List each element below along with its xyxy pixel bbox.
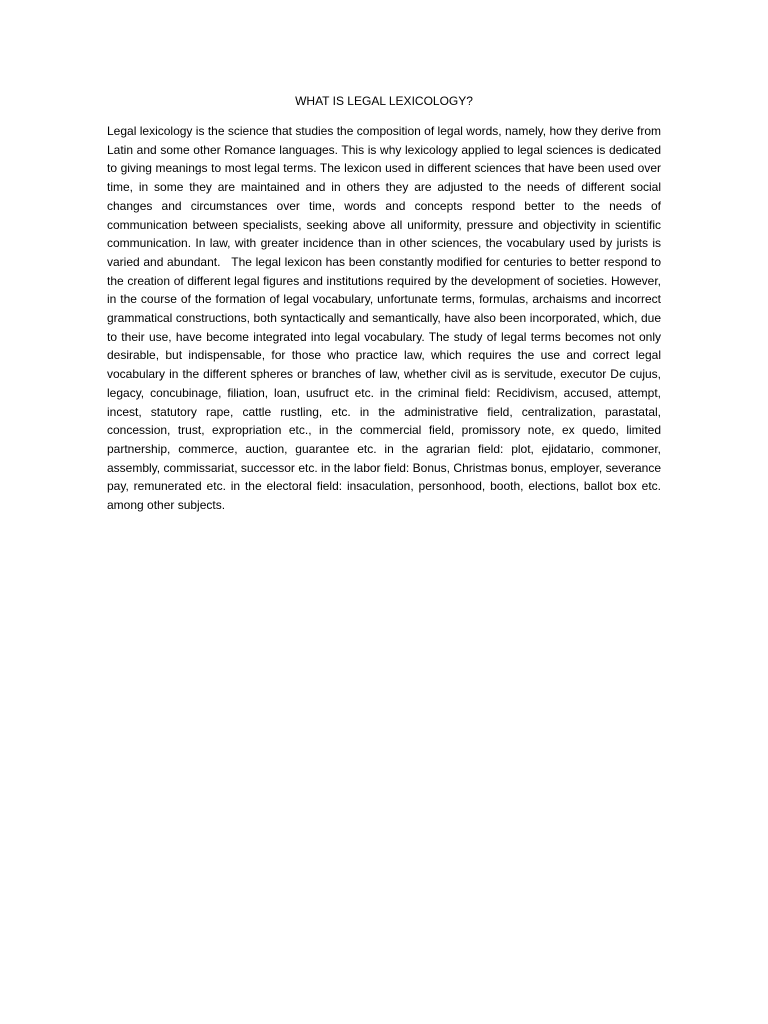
document-paragraph: Legal lexicology is the science that studies the composition of legal words, namely, how they derive from Latin and some other Romance languages. This is why lexicology applied to legal sciences is dedicated to giving meanings to most legal terms. The lexicon used in different sciences that have been used over time, in some they are maintained and in others they are adjusted to the needs of different social changes and circumstances over time, words and concepts respond better to the needs of communication between specialists, seeking above all uniformity, pressure and objectivity in scientific communication. In law, with greater incidence than in other sciences, the vocabulary used by jurists is varied and abundant. The legal lexicon has been constantly modified for centuries to better respond to the creation of different legal figures and institutions required by the development of societies. However, in the course of the formation of legal vocabulary, unfortunate terms, formulas, archaisms and incorrect grammatical constructions, both syntactically and semantically, have also been incorporated, which, due to their use, have become integrated into legal vocabulary. The study of legal terms becomes not only desirable, but indispensable, for those who practice law, which requires the use and correct legal vocabulary in the different spheres or branches of law, whether civil as is servitude, executor De cujus, legacy, concubinage, filiation, loan, usufruct etc. in the criminal field: Recidivism, accused, attempt, incest, statutory rape, cattle rustling, etc. in the administrative field, centralization, parastatal, concession, trust, expropriation etc., in the commercial field, promissory note, ex quedo, limited partnership, commerce, auction, guarantee etc. in the agrarian field: plot, ejidatario, commoner, assembly, commissariat, successor etc. in the labor field: Bonus, Christmas bonus, employer, severance pay, remunerated etc. in the electoral field: insaculation, personhood, booth, elections, ballot box etc. among other subjects. bbox=[107, 124, 665, 513]
document-title: WHAT IS LEGAL LEXICOLOGY? bbox=[295, 94, 473, 108]
